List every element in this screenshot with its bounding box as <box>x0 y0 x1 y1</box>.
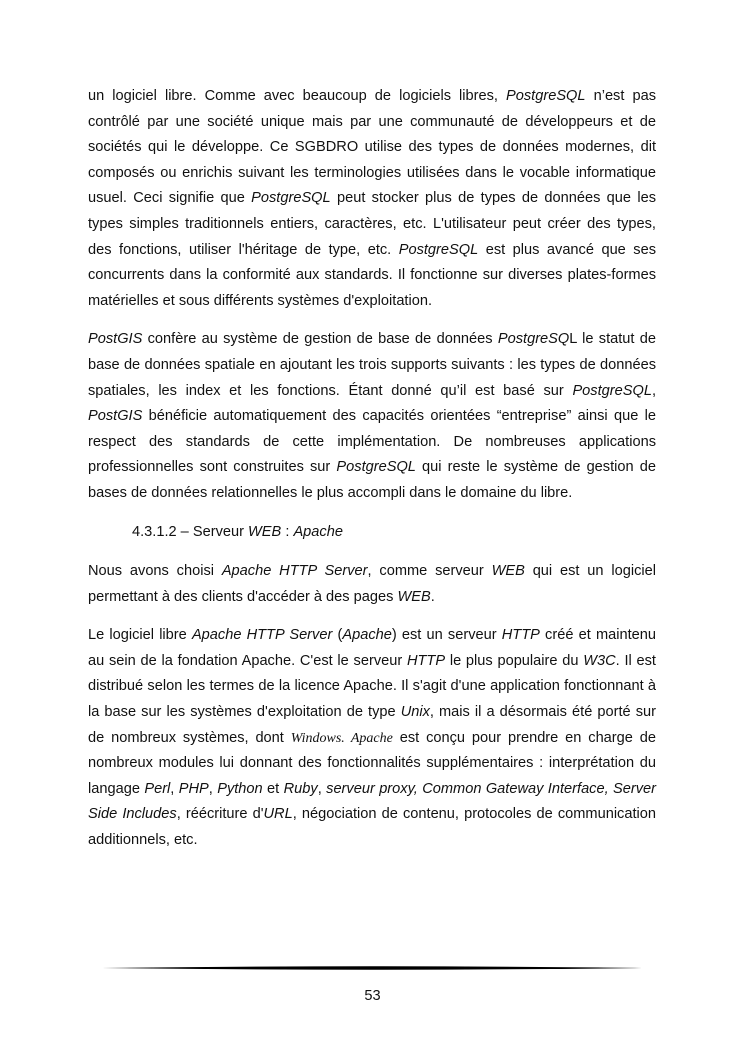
text-run: PostgreSQL <box>398 241 479 258</box>
footer-divider <box>102 962 642 974</box>
section-heading <box>88 520 656 546</box>
text-run: , <box>651 382 656 399</box>
text-run: : <box>281 523 294 540</box>
paragraph-apache-description <box>88 623 656 853</box>
text-run: PostgreSQL <box>506 88 586 104</box>
text-run: HTTP <box>406 652 446 669</box>
text-run: , <box>170 780 179 797</box>
text-run: Apache <box>293 523 343 540</box>
text-run: le plus populaire du <box>445 652 584 669</box>
text-run: peut stocker plus de types de données que les types simples traditionnels entiers, caractères, etc. L'utilisateur peut créer des types, des fonctions, utiliser l'héritage de type, etc. <box>88 190 656 258</box>
text-run: 4.3.1.2 – Serveur <box>132 523 249 540</box>
text-run: Le logiciel libre <box>88 627 192 644</box>
page-number: 53 <box>364 988 381 1004</box>
text-run: qui est un logiciel permettant à des clients d'accéder à des pages <box>88 563 656 605</box>
text-run: PostGIS <box>88 331 143 348</box>
text-run: Perl <box>144 780 171 797</box>
text-run: bénéficie automatiquement des capacités orientées “entreprise” ainsi que le respect des standards de cette implémentation. De nombreuses applications professionnelles sont construites sur <box>88 408 656 476</box>
page-content <box>88 84 656 867</box>
text-run: PostGIS <box>88 408 143 425</box>
text-run: Nous avons choisi <box>88 563 222 580</box>
text-run: PHP <box>178 780 209 797</box>
text-run: , mais il a désormais été porté sur de nombreux systèmes, dont <box>88 704 656 746</box>
text-run: Windows. Apache <box>290 730 393 746</box>
text-run: PostgreSQL <box>336 459 416 476</box>
paragraph-postgresql <box>88 84 656 314</box>
text-run: WEB <box>397 588 431 605</box>
text-run: et <box>262 780 284 797</box>
text-run: PostgreSQ <box>497 331 570 348</box>
text-run: Ruby <box>283 780 318 797</box>
text-run: ) est un serveur <box>391 627 502 644</box>
text-run: L le statut de base de données spatiale en ajoutant les trois supports suivants : les types de données spatiales, les index et les fonctions. Étant donné qu’il est basé sur <box>88 331 656 399</box>
text-run: un logiciel libre. Comme avec beaucoup de logiciels libres, <box>88 88 507 104</box>
text-run: PostgreSQL <box>572 382 652 399</box>
text-run: WEB <box>248 523 282 540</box>
text-run: Apache HTTP Server <box>221 563 368 580</box>
text-run: est conçu pour prendre en charge de nombreux modules lui donnant des fonctionnalités supplémentaires : interprétation du langage <box>88 729 657 797</box>
text-run: qui reste le système de gestion de bases de données relationnelles le plus accompli dans le domaine du libre. <box>88 459 656 501</box>
text-run: créé et maintenu au sein de la fondation Apache. C'est le serveur <box>88 627 656 669</box>
text-run: , <box>317 780 327 797</box>
text-run: URL <box>263 806 293 823</box>
text-run: HTTP <box>501 627 540 644</box>
text-run: Apache HTTP Server <box>191 627 333 644</box>
text-run: , négociation de contenu, protocoles de communication additionnels, etc. <box>88 806 657 849</box>
text-run: , réécriture d' <box>176 806 264 823</box>
text-run: W3C <box>583 652 616 669</box>
text-run: Apache <box>342 627 392 644</box>
text-run: WEB <box>491 563 525 580</box>
text-run: Unix <box>400 704 430 721</box>
text-run: confère au système de gestion de base de données <box>142 331 498 348</box>
text-run: . <box>430 588 435 605</box>
text-run: serveur proxy, Common Gateway Interface, Server Side Includes <box>88 780 657 823</box>
text-run: n’est pas contrôlé par une société unique mais par une communauté de développeurs et de sociétés qui le développe. Ce SGBDRO utilise des types de données modernes, dit composés ou enrichis suivant les terminologies utilisées dans le vocable informatique usuel. Ceci signifie que <box>88 88 656 207</box>
text-run: , <box>208 780 218 797</box>
text-run: ( <box>332 627 343 644</box>
text-run: , comme serveur <box>367 563 492 580</box>
text-run: . Il est distribué selon les termes de la licence Apache. Il s'agit d'une application fonctionnant à la base sur les systèmes d'exploitation de type <box>88 652 656 721</box>
text-run: Python <box>217 780 263 797</box>
text-run: est plus avancé que ses concurrents dans la conformité aux standards. Il fonctionne sur diverses plates-formes matérielles et sous différents systèmes d'exploitation. <box>88 241 656 309</box>
text-run: PostgreSQL <box>251 190 331 207</box>
paragraph-apache-choice <box>88 559 656 610</box>
paragraph-postgis <box>88 327 656 506</box>
